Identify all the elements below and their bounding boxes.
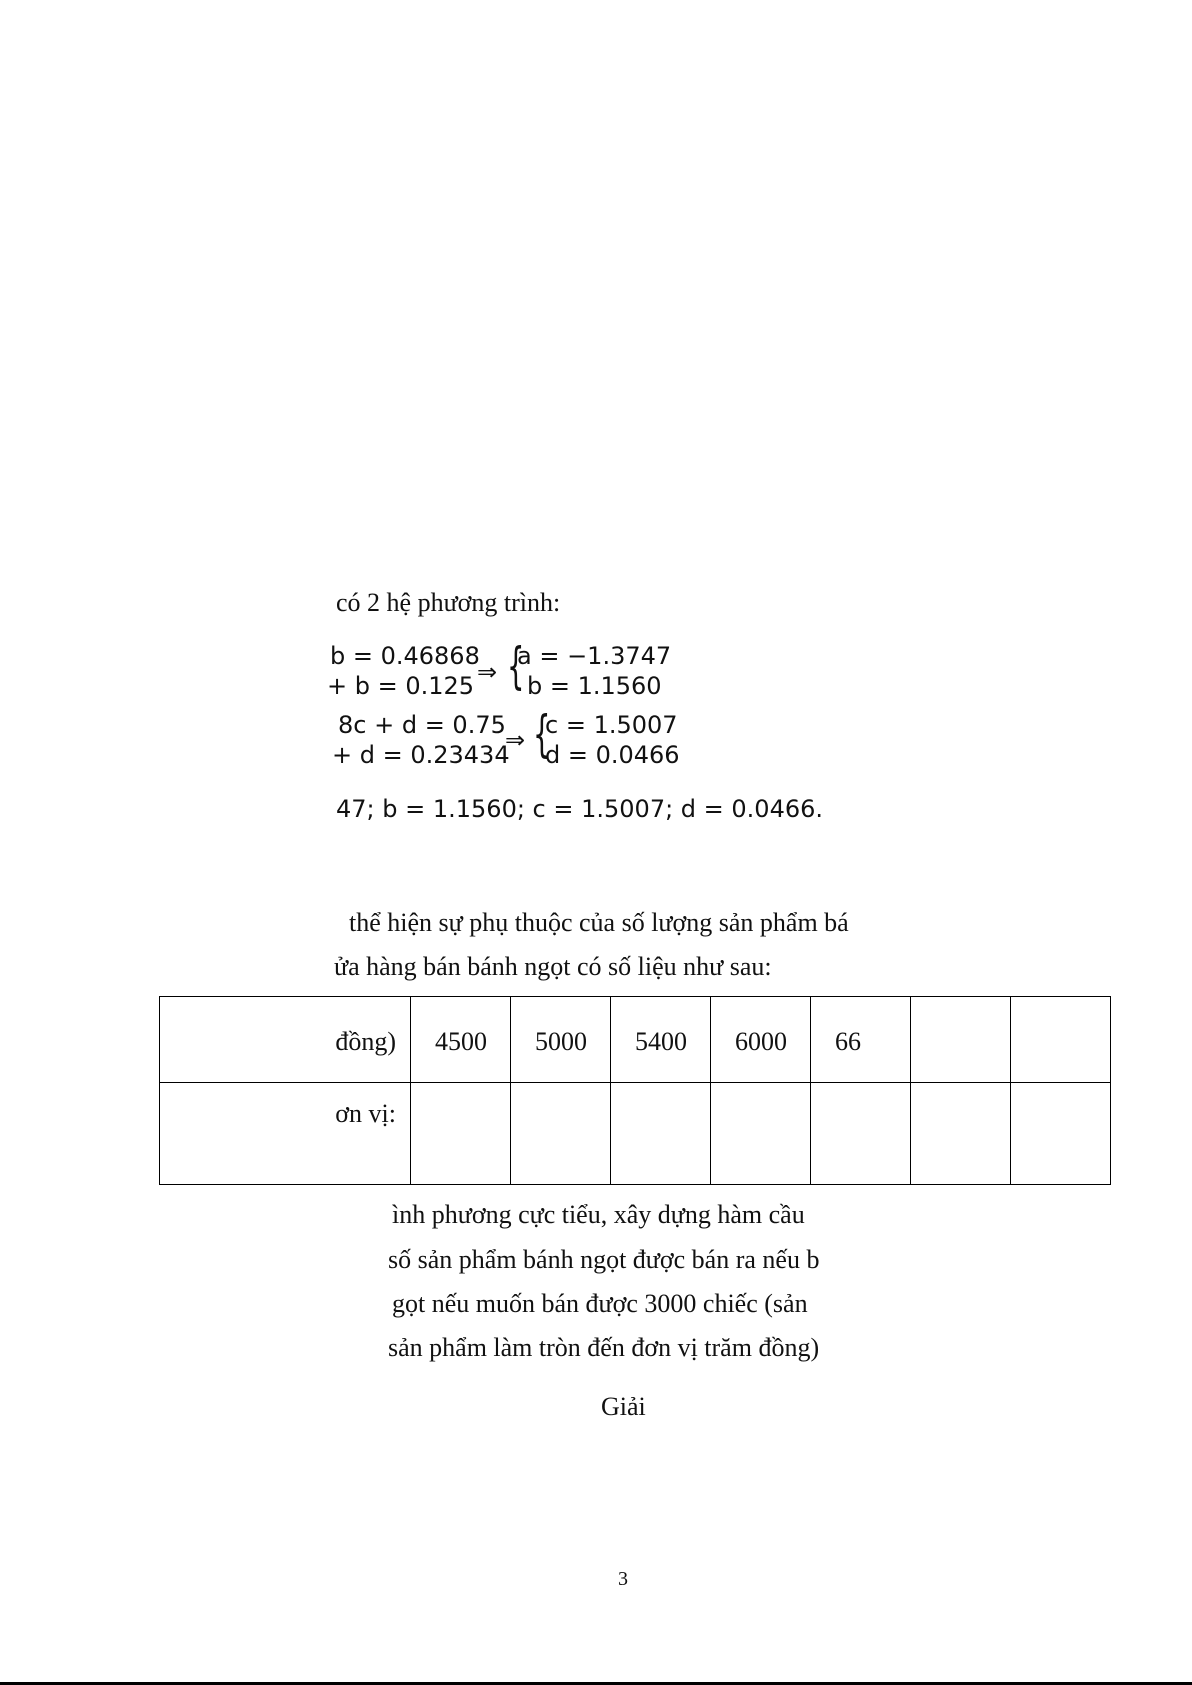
table-row bbox=[160, 997, 1111, 1083]
table-cell: 5400 bbox=[611, 997, 711, 1083]
table-cell: 66 bbox=[811, 997, 911, 1083]
table-cell bbox=[511, 1083, 611, 1185]
question-line-2: số sản phẩm bánh ngọt được bán ra nếu b bbox=[388, 1245, 820, 1274]
system1-right-line1: a = −1.3747 bbox=[517, 642, 672, 670]
table-cell bbox=[911, 1083, 1011, 1185]
table-row1-header: đồng) bbox=[160, 997, 411, 1083]
data-table bbox=[159, 996, 1111, 1185]
solution-heading: Giải bbox=[601, 1392, 646, 1421]
table-cell bbox=[911, 997, 1011, 1083]
system1-brace: { bbox=[507, 637, 525, 695]
problem-line-2: ửa hàng bán bánh ngọt có số liệu như sau: bbox=[334, 952, 772, 981]
result-line: 47; b = 1.1560; c = 1.5007; d = 0.0466. bbox=[336, 795, 824, 823]
table-cell bbox=[411, 1083, 511, 1185]
table-row2-header: ơn vị: bbox=[160, 1083, 411, 1185]
system1-right-line2: b = 1.1560 bbox=[527, 672, 662, 700]
table-row bbox=[160, 1083, 1111, 1185]
table-cell: 6000 bbox=[711, 997, 811, 1083]
system2-right-line2: d = 0.0466 bbox=[545, 741, 680, 769]
system1-left-line2: + b = 0.125 bbox=[327, 672, 475, 700]
table-cell bbox=[1011, 997, 1111, 1083]
system2-left-line2: + d = 0.23434 bbox=[332, 741, 510, 769]
table-cell: 4500 bbox=[411, 997, 511, 1083]
system2-left-line1: 8c + d = 0.75 bbox=[338, 711, 506, 739]
system1-arrow: ⇒ bbox=[477, 658, 498, 686]
system1-left-line1: b = 0.46868 bbox=[330, 642, 480, 670]
page-number: 3 bbox=[618, 1568, 628, 1590]
table-cell bbox=[1011, 1083, 1111, 1185]
table-cell bbox=[711, 1083, 811, 1185]
intro-text: có 2 hệ phương trình: bbox=[336, 588, 561, 617]
table-cell: 5000 bbox=[511, 997, 611, 1083]
table-cell bbox=[811, 1083, 911, 1185]
problem-line-1: thể hiện sự phụ thuộc của số lượng sản phẩm bá bbox=[349, 908, 849, 937]
question-line-4: sản phẩm làm tròn đến đơn vị trăm đồng) bbox=[388, 1333, 820, 1362]
system2-arrow: ⇒ bbox=[505, 726, 526, 754]
question-line-3: gọt nếu muốn bán được 3000 chiếc (sản bbox=[392, 1289, 808, 1318]
system2-right-line1: c = 1.5007 bbox=[545, 711, 678, 739]
question-line-1: ình phương cực tiểu, xây dựng hàm cầu bbox=[392, 1200, 805, 1229]
system2-brace: { bbox=[533, 705, 551, 763]
table-cell bbox=[611, 1083, 711, 1185]
